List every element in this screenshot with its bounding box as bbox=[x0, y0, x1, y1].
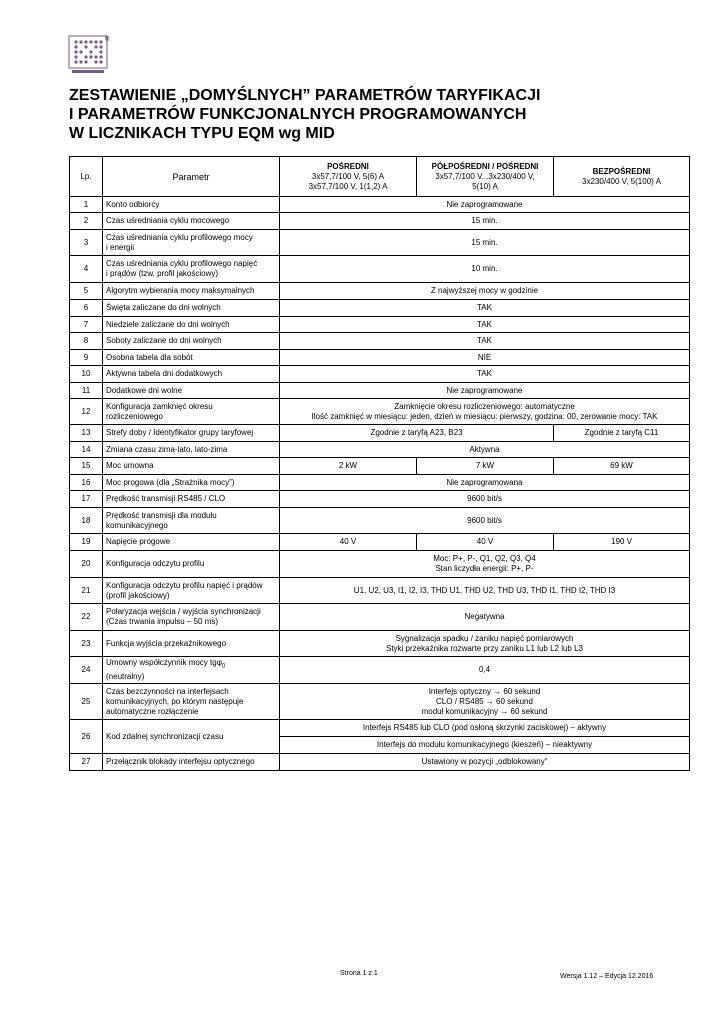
row-value-line: Stan liczydła energii: P+, P- bbox=[435, 564, 534, 573]
table-row bbox=[70, 442, 690, 458]
row-number: 18 bbox=[70, 508, 103, 534]
row-parameter: Aktywna tabela dni dodatkowych bbox=[103, 366, 280, 383]
row-number: 15 bbox=[70, 458, 103, 475]
row-value: Nie zaprogramowana bbox=[280, 475, 690, 491]
table-row bbox=[70, 230, 690, 256]
row-value: TAK bbox=[280, 333, 690, 350]
row-value-line: Sygnalizacja spadku / zaniku napięć pomiarowych bbox=[395, 633, 574, 643]
row-number: 9 bbox=[70, 350, 103, 366]
table-row bbox=[70, 425, 690, 442]
table-row bbox=[70, 383, 690, 399]
row-parameter: Moc umowna bbox=[103, 458, 280, 475]
row-number: 14 bbox=[70, 442, 103, 458]
row-parameter: Moc progowa (dla „Strażnika mocy”) bbox=[103, 475, 280, 491]
row-value: TAK bbox=[280, 366, 690, 383]
row-value-line: Interfejs optyczny → 60 sekund bbox=[428, 686, 541, 696]
row-parameter bbox=[103, 604, 280, 631]
row-value: TAK bbox=[280, 300, 690, 317]
row-parameter-text: Umowny współczynnik mocy tgφ bbox=[106, 658, 222, 668]
row-parameter-line bbox=[106, 658, 276, 672]
table-row bbox=[70, 508, 690, 534]
row-value: 9600 bit/s bbox=[280, 491, 690, 508]
header-parametr: Parametr bbox=[103, 157, 280, 197]
row-value: 15 min. bbox=[280, 213, 690, 230]
row-parameter-line: i energii bbox=[106, 242, 135, 252]
title-line-3: W LICZNIKACH TYPU EQM wg MID bbox=[69, 125, 335, 142]
table-row bbox=[70, 213, 690, 230]
row-value-bezposredni: 69 kW bbox=[554, 458, 690, 475]
row-parameter-line: Polaryzacja wejścia / wyjścia synchronizacji bbox=[106, 607, 261, 616]
table-row bbox=[70, 283, 690, 300]
table-row bbox=[70, 720, 690, 737]
row-parameter bbox=[103, 657, 280, 684]
row-value-line: CLO / RS485 → 60 sekund bbox=[436, 696, 533, 706]
row-number: 25 bbox=[70, 684, 103, 720]
row-number: 2 bbox=[70, 213, 103, 230]
row-value-posredni: 40 V bbox=[280, 534, 417, 551]
row-parameter-line: Konfiguracja zamknięć okresu bbox=[106, 401, 213, 411]
row-parameter-line: (neutralny) bbox=[106, 671, 145, 681]
row-value-polposredni: 40 V bbox=[417, 534, 554, 551]
row-value: 15 min. bbox=[280, 230, 690, 256]
header-bezposredni bbox=[554, 157, 690, 197]
row-number: 11 bbox=[70, 383, 103, 399]
row-value: NIE bbox=[280, 350, 690, 366]
row-number: 20 bbox=[70, 551, 103, 578]
row-value bbox=[280, 684, 690, 720]
row-parameter: Soboty zaliczane do dni wolnych bbox=[103, 333, 280, 350]
row-number: 6 bbox=[70, 300, 103, 317]
parameters-table bbox=[69, 156, 690, 771]
company-logo bbox=[68, 35, 108, 75]
row-value: Interfejs RS485 lub CLO (pod osłoną skrzynki zaciskowej) – aktywny bbox=[280, 720, 690, 737]
row-parameter: Kod zdalnej synchronizacji czasu bbox=[103, 720, 280, 754]
row-number: 16 bbox=[70, 475, 103, 491]
row-value-line: Zamknięcie okresu rozliczeniowego: automatyczne bbox=[394, 401, 575, 411]
row-value bbox=[280, 399, 690, 425]
table-row bbox=[70, 458, 690, 475]
document-title bbox=[69, 86, 669, 143]
row-parameter: Funkcja wyjścia przekaźnikowego bbox=[103, 631, 280, 657]
row-value-bezposredni: Zgodnie z taryfą C11 bbox=[554, 425, 690, 442]
row-parameter-line: Prędkość transmisji dla modułu bbox=[106, 510, 217, 520]
row-number: 8 bbox=[70, 333, 103, 350]
row-value: Nie zaprogramowane bbox=[280, 197, 690, 213]
registered-mark: ® bbox=[105, 37, 110, 43]
title-line-1: ZESTAWIENIE „DOMYŚLNYCH” PARAMETRÓW TARYFIKACJI bbox=[69, 87, 541, 104]
row-parameter-line: i prądów (tzw. profil jakościowy) bbox=[106, 269, 219, 278]
version-info: Wersja 1.12 – Edycja 12.2016 bbox=[560, 973, 654, 980]
header-polposredni-line1: 3x57,7/100 V...3x230/400 V, bbox=[435, 171, 535, 181]
header-polposredni-line2: 5(10) A bbox=[472, 181, 498, 191]
row-parameter bbox=[103, 578, 280, 604]
row-parameter-line: Czas uśredniania cyklu profilowego napięć bbox=[106, 259, 258, 268]
row-value: TAK bbox=[280, 317, 690, 333]
row-parameter bbox=[103, 230, 280, 256]
table-row bbox=[70, 631, 690, 657]
row-number: 22 bbox=[70, 604, 103, 631]
row-parameter-line: Konfiguracja odczytu profilu napięć i prądów bbox=[106, 580, 263, 590]
table-row bbox=[70, 350, 690, 366]
row-parameter: Napięcie progowe bbox=[103, 534, 280, 551]
row-number: 7 bbox=[70, 317, 103, 333]
table-row bbox=[70, 578, 690, 604]
page-number: Strona 1 z 1 bbox=[340, 970, 378, 977]
table-row bbox=[70, 684, 690, 720]
row-parameter bbox=[103, 684, 280, 720]
table-row bbox=[70, 534, 690, 551]
table-row bbox=[70, 300, 690, 317]
row-parameter-subscript: 0 bbox=[221, 663, 226, 670]
row-value-line: moduł komunikacyjny → 60 sekund bbox=[421, 706, 548, 716]
row-parameter-line: komunikacyjnego bbox=[106, 520, 168, 530]
row-parameter-line: automatyczne rozłączenie bbox=[106, 706, 199, 716]
row-parameter: Strefy doby / Identyfikator grupy taryfowej bbox=[103, 425, 280, 442]
row-parameter-line: Czas uśredniania cyklu profilowego mocy bbox=[106, 232, 253, 242]
row-parameter: Osobna tabela dla sobót bbox=[103, 350, 280, 366]
row-number: 12 bbox=[70, 399, 103, 425]
row-parameter: Czas uśredniania cyklu mocowego bbox=[103, 213, 280, 230]
row-number: 13 bbox=[70, 425, 103, 442]
row-value: Ustawiony w pozycji „odblokowany” bbox=[280, 754, 690, 771]
row-number: 17 bbox=[70, 491, 103, 508]
table-row bbox=[70, 366, 690, 383]
row-number: 4 bbox=[70, 256, 103, 283]
row-parameter: Przełącznik blokady interfejsu optycznego bbox=[103, 754, 280, 771]
row-parameter: Zmiana czasu zima-lato, lato-zima bbox=[103, 442, 280, 458]
row-number: 21 bbox=[70, 578, 103, 604]
table-row bbox=[70, 657, 690, 684]
row-parameter-line: rozliczeniowego bbox=[106, 411, 163, 421]
row-parameter: Święta zaliczane do dni wolnych bbox=[103, 300, 280, 317]
row-number: 27 bbox=[70, 754, 103, 771]
table-row bbox=[70, 256, 690, 283]
row-parameter: Prędkość transmisji RS485 / CLO bbox=[103, 491, 280, 508]
row-value: 10 min. bbox=[280, 256, 690, 283]
row-parameter-line: Czas bezczynności na interfejsach bbox=[106, 686, 229, 696]
row-value-posredni-polposredni: Zgodnie z taryfą A23, B23 bbox=[280, 425, 554, 442]
header-posredni-line2: 3x57,7/100 V, 1(1,2) A bbox=[308, 181, 388, 191]
table-row bbox=[70, 475, 690, 491]
row-value bbox=[280, 631, 690, 657]
row-number: 26 bbox=[70, 720, 103, 754]
header-posredni-line1: 3x57,7/100 V, 5(6) A bbox=[311, 171, 385, 181]
header-posredni bbox=[280, 157, 417, 197]
row-parameter: Dodatkowe dni wolne bbox=[103, 383, 280, 399]
row-value: Negatywna bbox=[280, 604, 690, 631]
row-number: 24 bbox=[70, 657, 103, 684]
row-parameter-line: (Czas trwania impulsu – 50 ms) bbox=[106, 617, 219, 626]
title-line-2: I PARAMETRÓW FUNKCJONALNYCH PROGRAMOWANYCH bbox=[69, 106, 527, 123]
header-posredni-title: POŚREDNI bbox=[327, 161, 369, 171]
row-number: 23 bbox=[70, 631, 103, 657]
row-parameter-line: (profil jakościowy) bbox=[106, 590, 170, 600]
row-value: Interfejs do modułu komunikacyjnego (kieszeń) – nieaktywny bbox=[280, 737, 690, 754]
row-parameter: Niedziele zaliczane do dni wolnych bbox=[103, 317, 280, 333]
row-parameter bbox=[103, 399, 280, 425]
row-value-posredni: 2 kW bbox=[280, 458, 417, 475]
row-number: 19 bbox=[70, 534, 103, 551]
row-parameter bbox=[103, 508, 280, 534]
row-parameter: Konto odbiorcy bbox=[103, 197, 280, 213]
table-row bbox=[70, 317, 690, 333]
row-value: Z najwyższej mocy w godzinie bbox=[280, 283, 690, 300]
row-value: 0,4 bbox=[280, 657, 690, 684]
row-value: U1, U2, U3, I1, I2, I3, THD U1, THD U2, THD U3, THD I1, THD I2, THD I3 bbox=[280, 578, 690, 604]
header-polposredni-title: PÓŁPOŚREDNI / POŚREDNI bbox=[431, 161, 539, 171]
row-value-line: Moc: P+, P-, Q1, Q2, Q3, Q4 bbox=[433, 554, 536, 563]
row-parameter-line: komunikacyjnych, po którym następuje bbox=[106, 696, 244, 706]
row-number: 1 bbox=[70, 197, 103, 213]
row-value-bezposredni: 190 V bbox=[554, 534, 690, 551]
row-value bbox=[280, 551, 690, 578]
table-row bbox=[70, 399, 690, 425]
row-parameter: Algorytm wybierania mocy maksymalnych bbox=[103, 283, 280, 300]
row-number: 3 bbox=[70, 230, 103, 256]
row-value: Nie zaprogramowane bbox=[280, 383, 690, 399]
header-polposredni bbox=[417, 157, 554, 197]
row-value-polposredni: 7 kW bbox=[417, 458, 554, 475]
header-bezposredni-title: BEZPOŚREDNI bbox=[592, 166, 651, 176]
table-row bbox=[70, 754, 690, 771]
row-parameter: Konfiguracja odczytu profilu bbox=[103, 551, 280, 578]
table-header-row bbox=[70, 157, 690, 197]
row-value: Aktywna bbox=[280, 442, 690, 458]
row-value-line: Styki przekaźnika rozwarte przy zaniku L1 lub L2 lub L3 bbox=[386, 643, 583, 653]
row-parameter bbox=[103, 256, 280, 283]
header-lp: Lp. bbox=[70, 157, 103, 197]
table-row bbox=[70, 197, 690, 213]
row-value: 9600 bit/s bbox=[280, 508, 690, 534]
table-row bbox=[70, 491, 690, 508]
table-row bbox=[70, 551, 690, 578]
header-bezposredni-line1: 3x230/400 V, 5(100) A bbox=[582, 176, 661, 186]
row-number: 5 bbox=[70, 283, 103, 300]
row-value-line: Ilość zamknięć w miesiącu: jeden, dzień w miesiącu: pierwszy, godzina: 00, zerowanie mocy: TAK bbox=[311, 411, 658, 421]
table-row bbox=[70, 604, 690, 631]
table-row bbox=[70, 333, 690, 350]
row-number: 10 bbox=[70, 366, 103, 383]
